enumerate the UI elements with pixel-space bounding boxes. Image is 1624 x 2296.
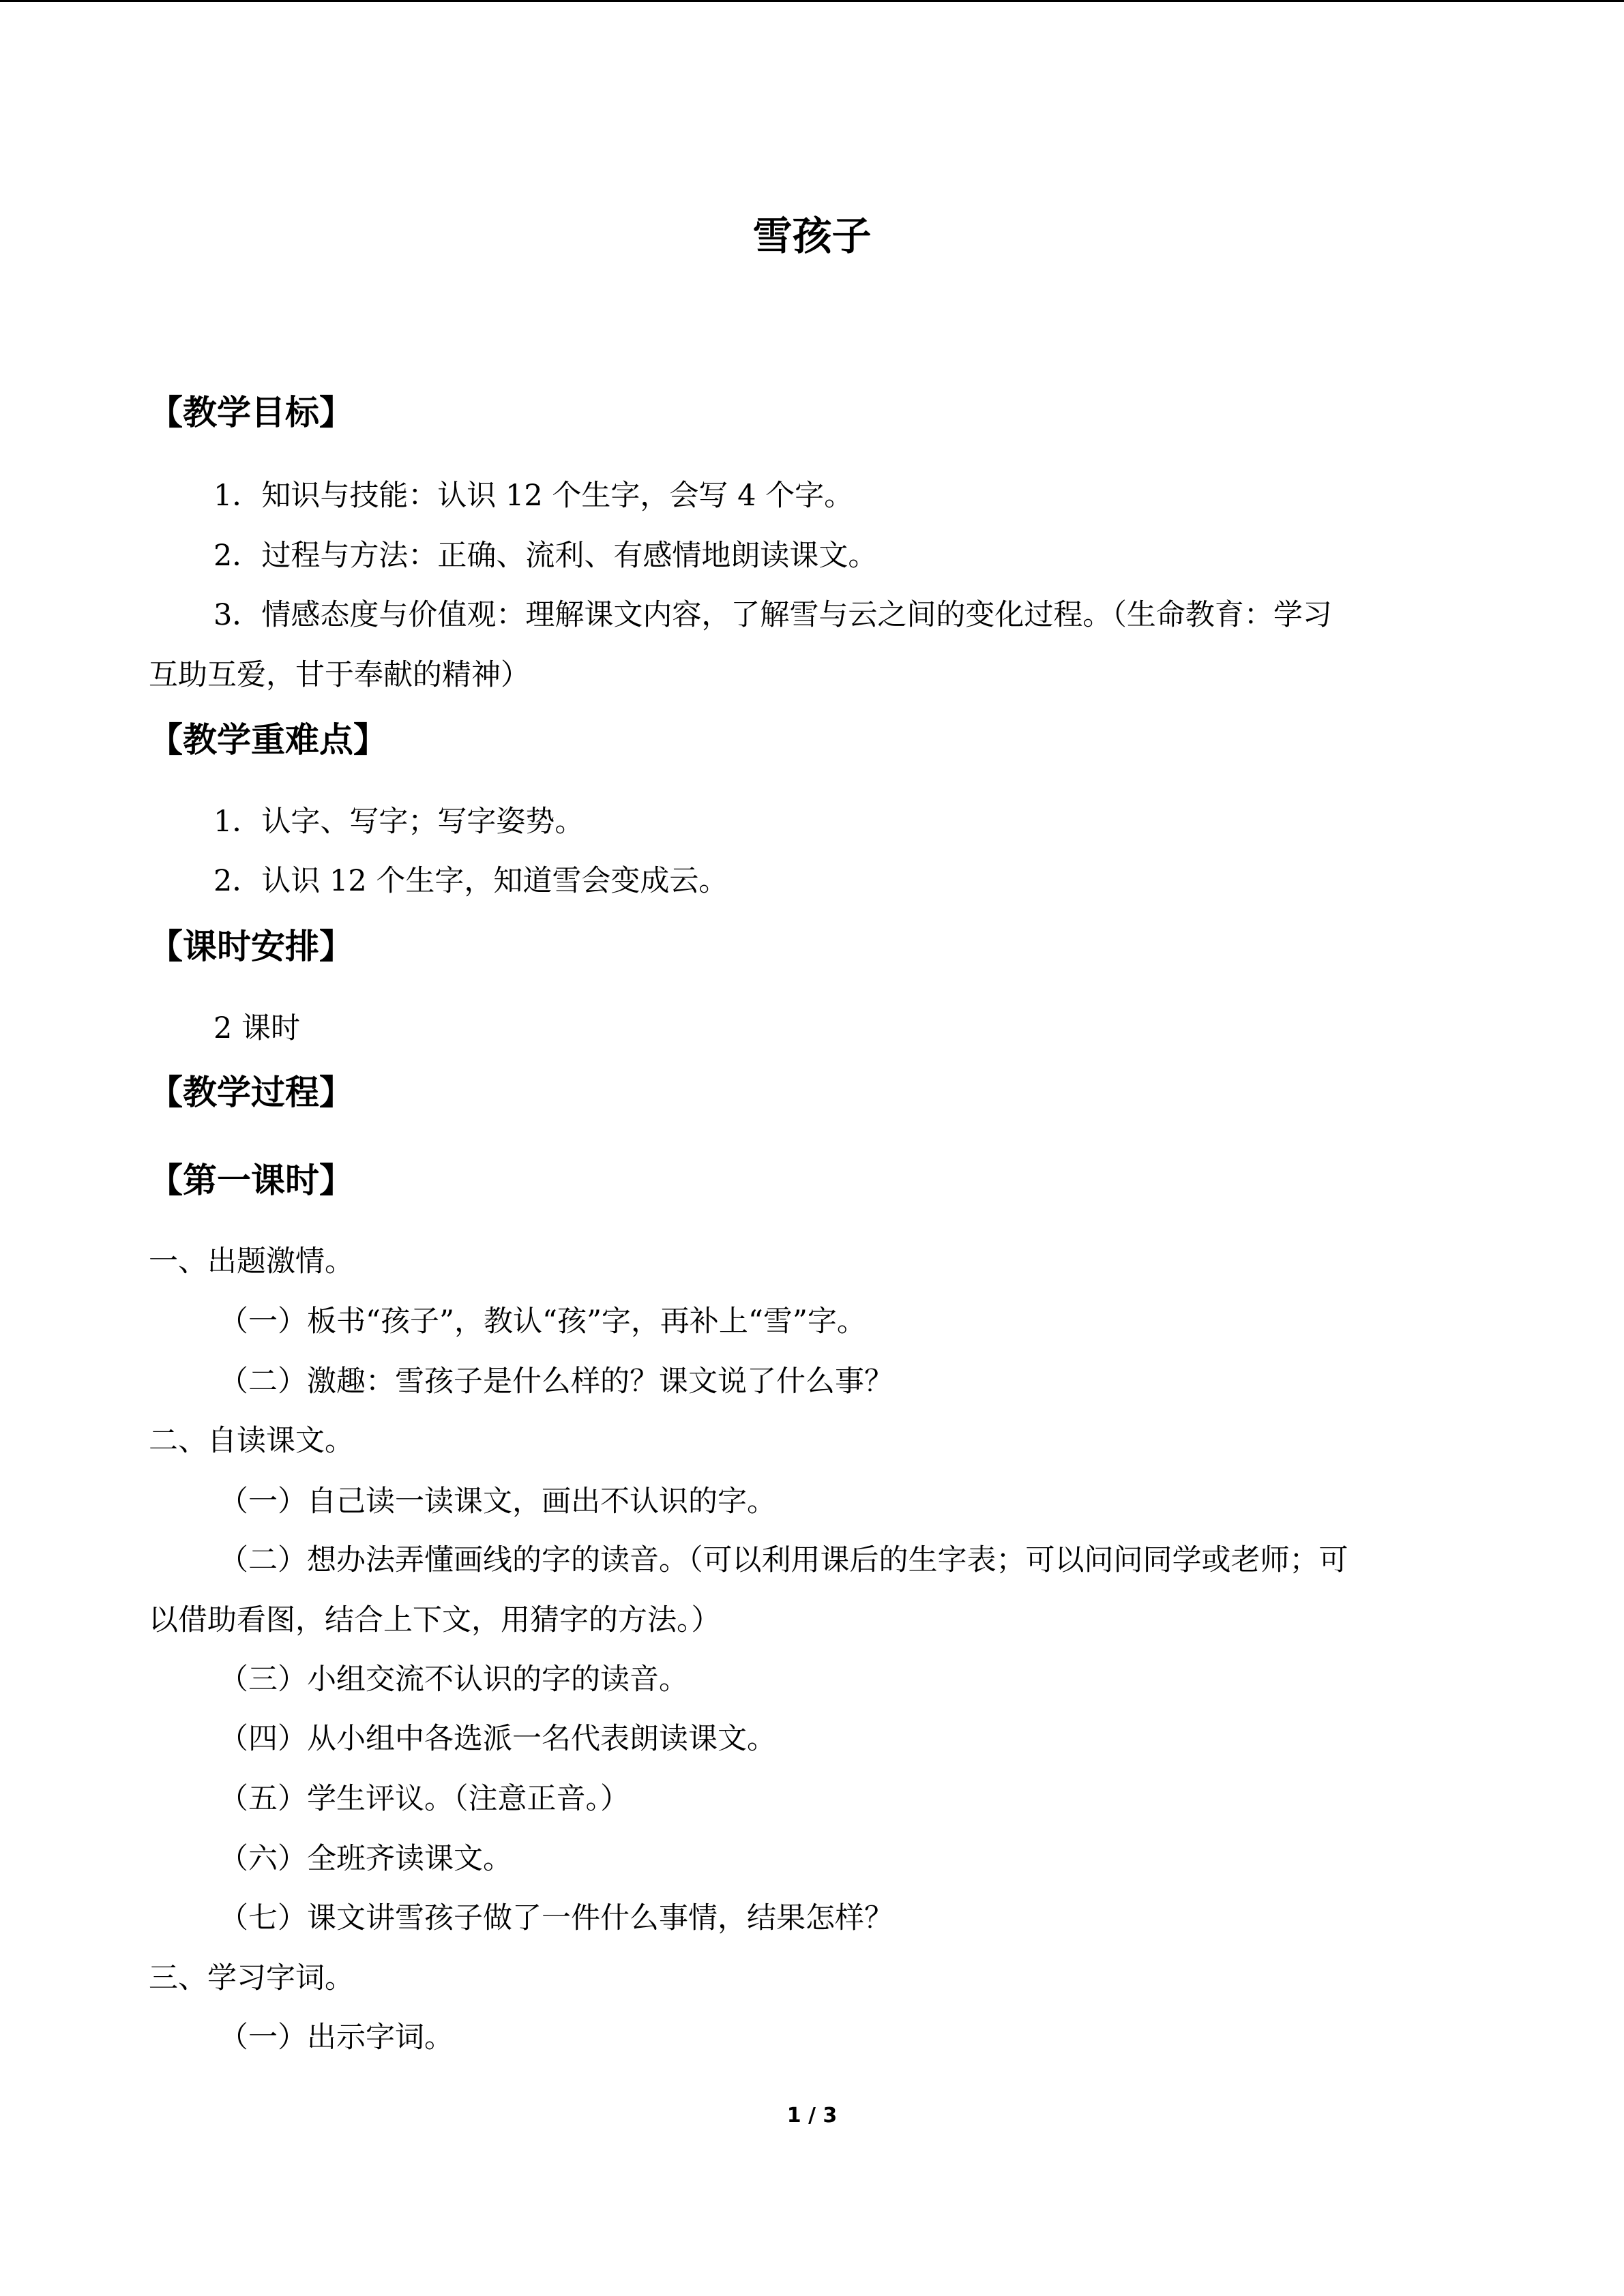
step-item-continued: 以借助看图，结合上下文，用猜字的方法。）: [149, 1603, 721, 1637]
heading-schedule: 【课时安排】: [149, 927, 353, 966]
step-item: （四）从小组中各选派一名代表朗读课文。: [219, 1722, 776, 1756]
step-item: （三）小组交流不认识的字的读音。: [219, 1663, 688, 1697]
objective-item: 1．知识与技能：认识 12 个生字，会写 4 个字。: [213, 479, 854, 513]
step-item: （六）全班齐读课文。: [219, 1842, 512, 1876]
objective-item-continued: 互助互爱，甘于奉献的精神）: [149, 658, 530, 692]
objective-item: 2．过程与方法：正确、流利、有感情地朗读课文。: [213, 539, 878, 573]
step-item: （五）学生评议。（注意正音。）: [219, 1782, 630, 1816]
step-item: （二）想办法弄懂画线的字的读音。（可以利用课后的生字表；可以问问同学或老师；可: [219, 1543, 1348, 1577]
schedule-text: 2 课时: [213, 1011, 301, 1045]
heading-objectives: 【教学目标】: [149, 393, 353, 432]
step-item: （一）出示字词。: [219, 2021, 454, 2055]
page-number: 1 / 3: [786, 2104, 838, 2128]
heading-key-points: 【教学重难点】: [149, 720, 387, 760]
step-label: 二、自读课文。: [149, 1424, 354, 1458]
step-label: 三、学习字词。: [149, 1961, 354, 1995]
objective-item: 3．情感态度与价值观：理解课文内容，了解雪与云之间的变化过程。（生命教育：学习: [213, 598, 1332, 632]
step-label: 一、出题激情。: [149, 1244, 354, 1279]
key-point-item: 2．认识 12 个生字，知道雪会变成云。: [213, 864, 728, 898]
heading-lesson-one: 【第一课时】: [149, 1161, 353, 1200]
step-item: （一）板书“孩子”，教认“孩”字，再补上“雪”字。: [219, 1304, 866, 1339]
key-point-item: 1．认字、写字；写字姿势。: [213, 805, 585, 839]
step-item: （一）自己读一读课文，画出不认识的字。: [219, 1485, 776, 1519]
heading-process: 【教学过程】: [149, 1073, 353, 1112]
step-item: （二）激趣：雪孩子是什么样的？课文说了什么事？: [219, 1365, 894, 1399]
step-item: （七）课文讲雪孩子做了一件什么事情，结果怎样？: [219, 1901, 894, 1935]
document-title: 雪孩子: [752, 213, 872, 259]
top-border-line: [0, 0, 1624, 2]
